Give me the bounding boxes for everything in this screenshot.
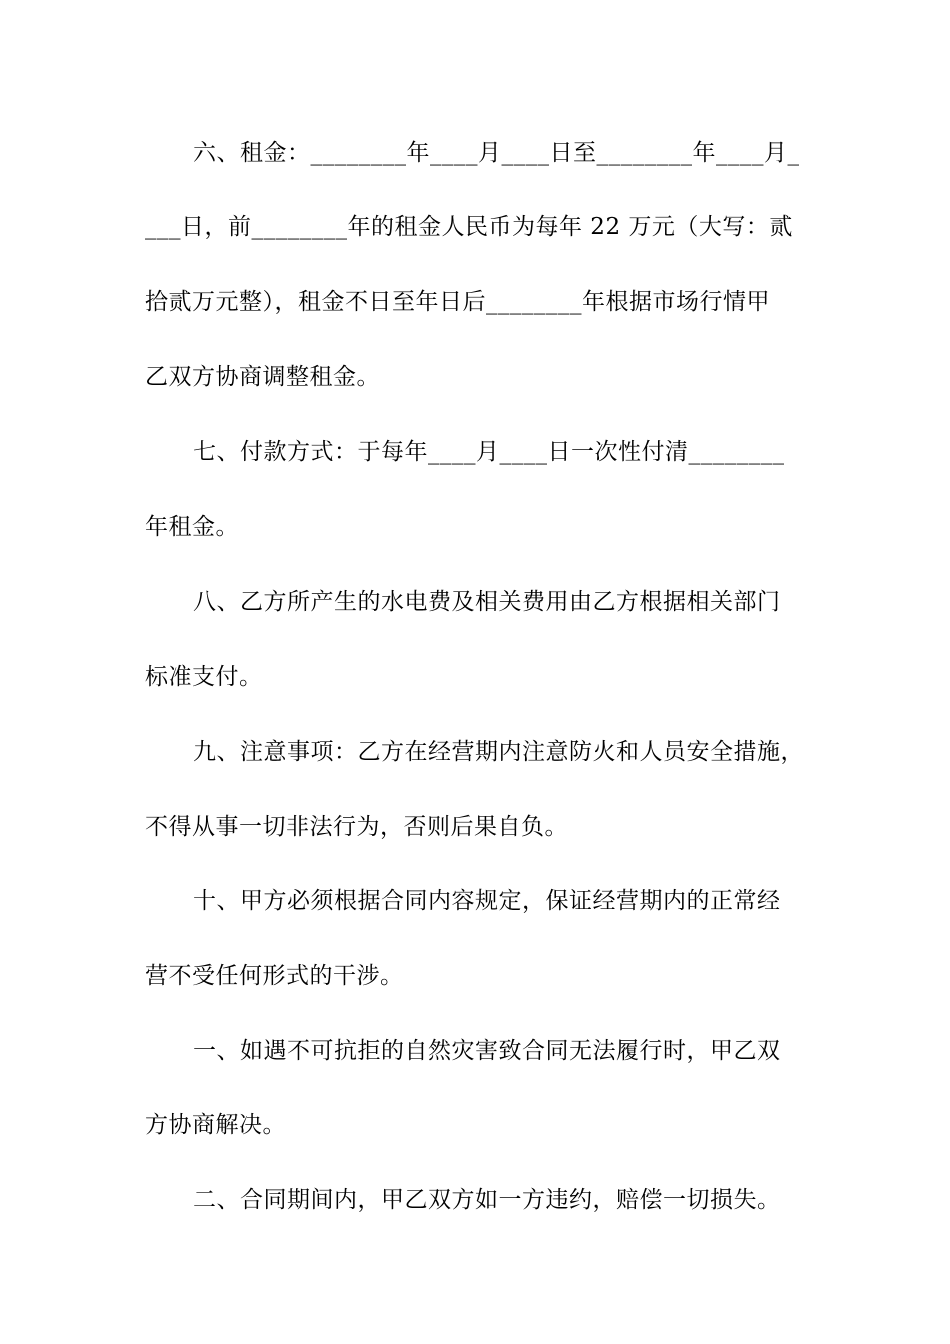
clause-8-line-1: 八、乙方所产生的水电费及相关费用由乙方根据相关部门 [193,589,781,615]
clause-6-line-2: ___日，前________年的租金人民币为每年 22 万元（大写：贰 [145,214,793,240]
clause-8-line-2: 标准支付。 [145,664,263,690]
clause-12-line-1: 二、合同期间内，甲乙双方如一方违约，赔偿一切损失。 [193,1187,781,1213]
clause-10-line-1: 十、甲方必须根据合同内容规定，保证经营期内的正常经 [193,888,781,914]
clause-11-line-2: 方协商解决。 [145,1112,286,1138]
clause-6-line-3: 拾贰万元整），租金不日至年日后________年根据市场行情甲 [145,289,770,315]
clause-11-line-1: 一、如遇不可抗拒的自然灾害致合同无法履行时，甲乙双 [193,1038,781,1064]
clause-6-line-4: 乙双方协商调整租金。 [145,364,380,390]
clause-6-line-1: 六、租金：________年____月____日至________年____月_ [193,140,800,166]
clause-10-line-2: 营不受任何形式的干涉。 [145,963,404,989]
clause-9-line-2: 不得从事一切非法行为，否则后果自负。 [145,814,568,840]
clause-7-line-2: 年租金。 [145,514,239,540]
clause-9-line-1: 九、注意事项：乙方在经营期内注意防火和人员安全措施， [193,739,804,765]
clause-7-line-1: 七、付款方式：于每年____月____日一次性付清________ [193,439,785,465]
